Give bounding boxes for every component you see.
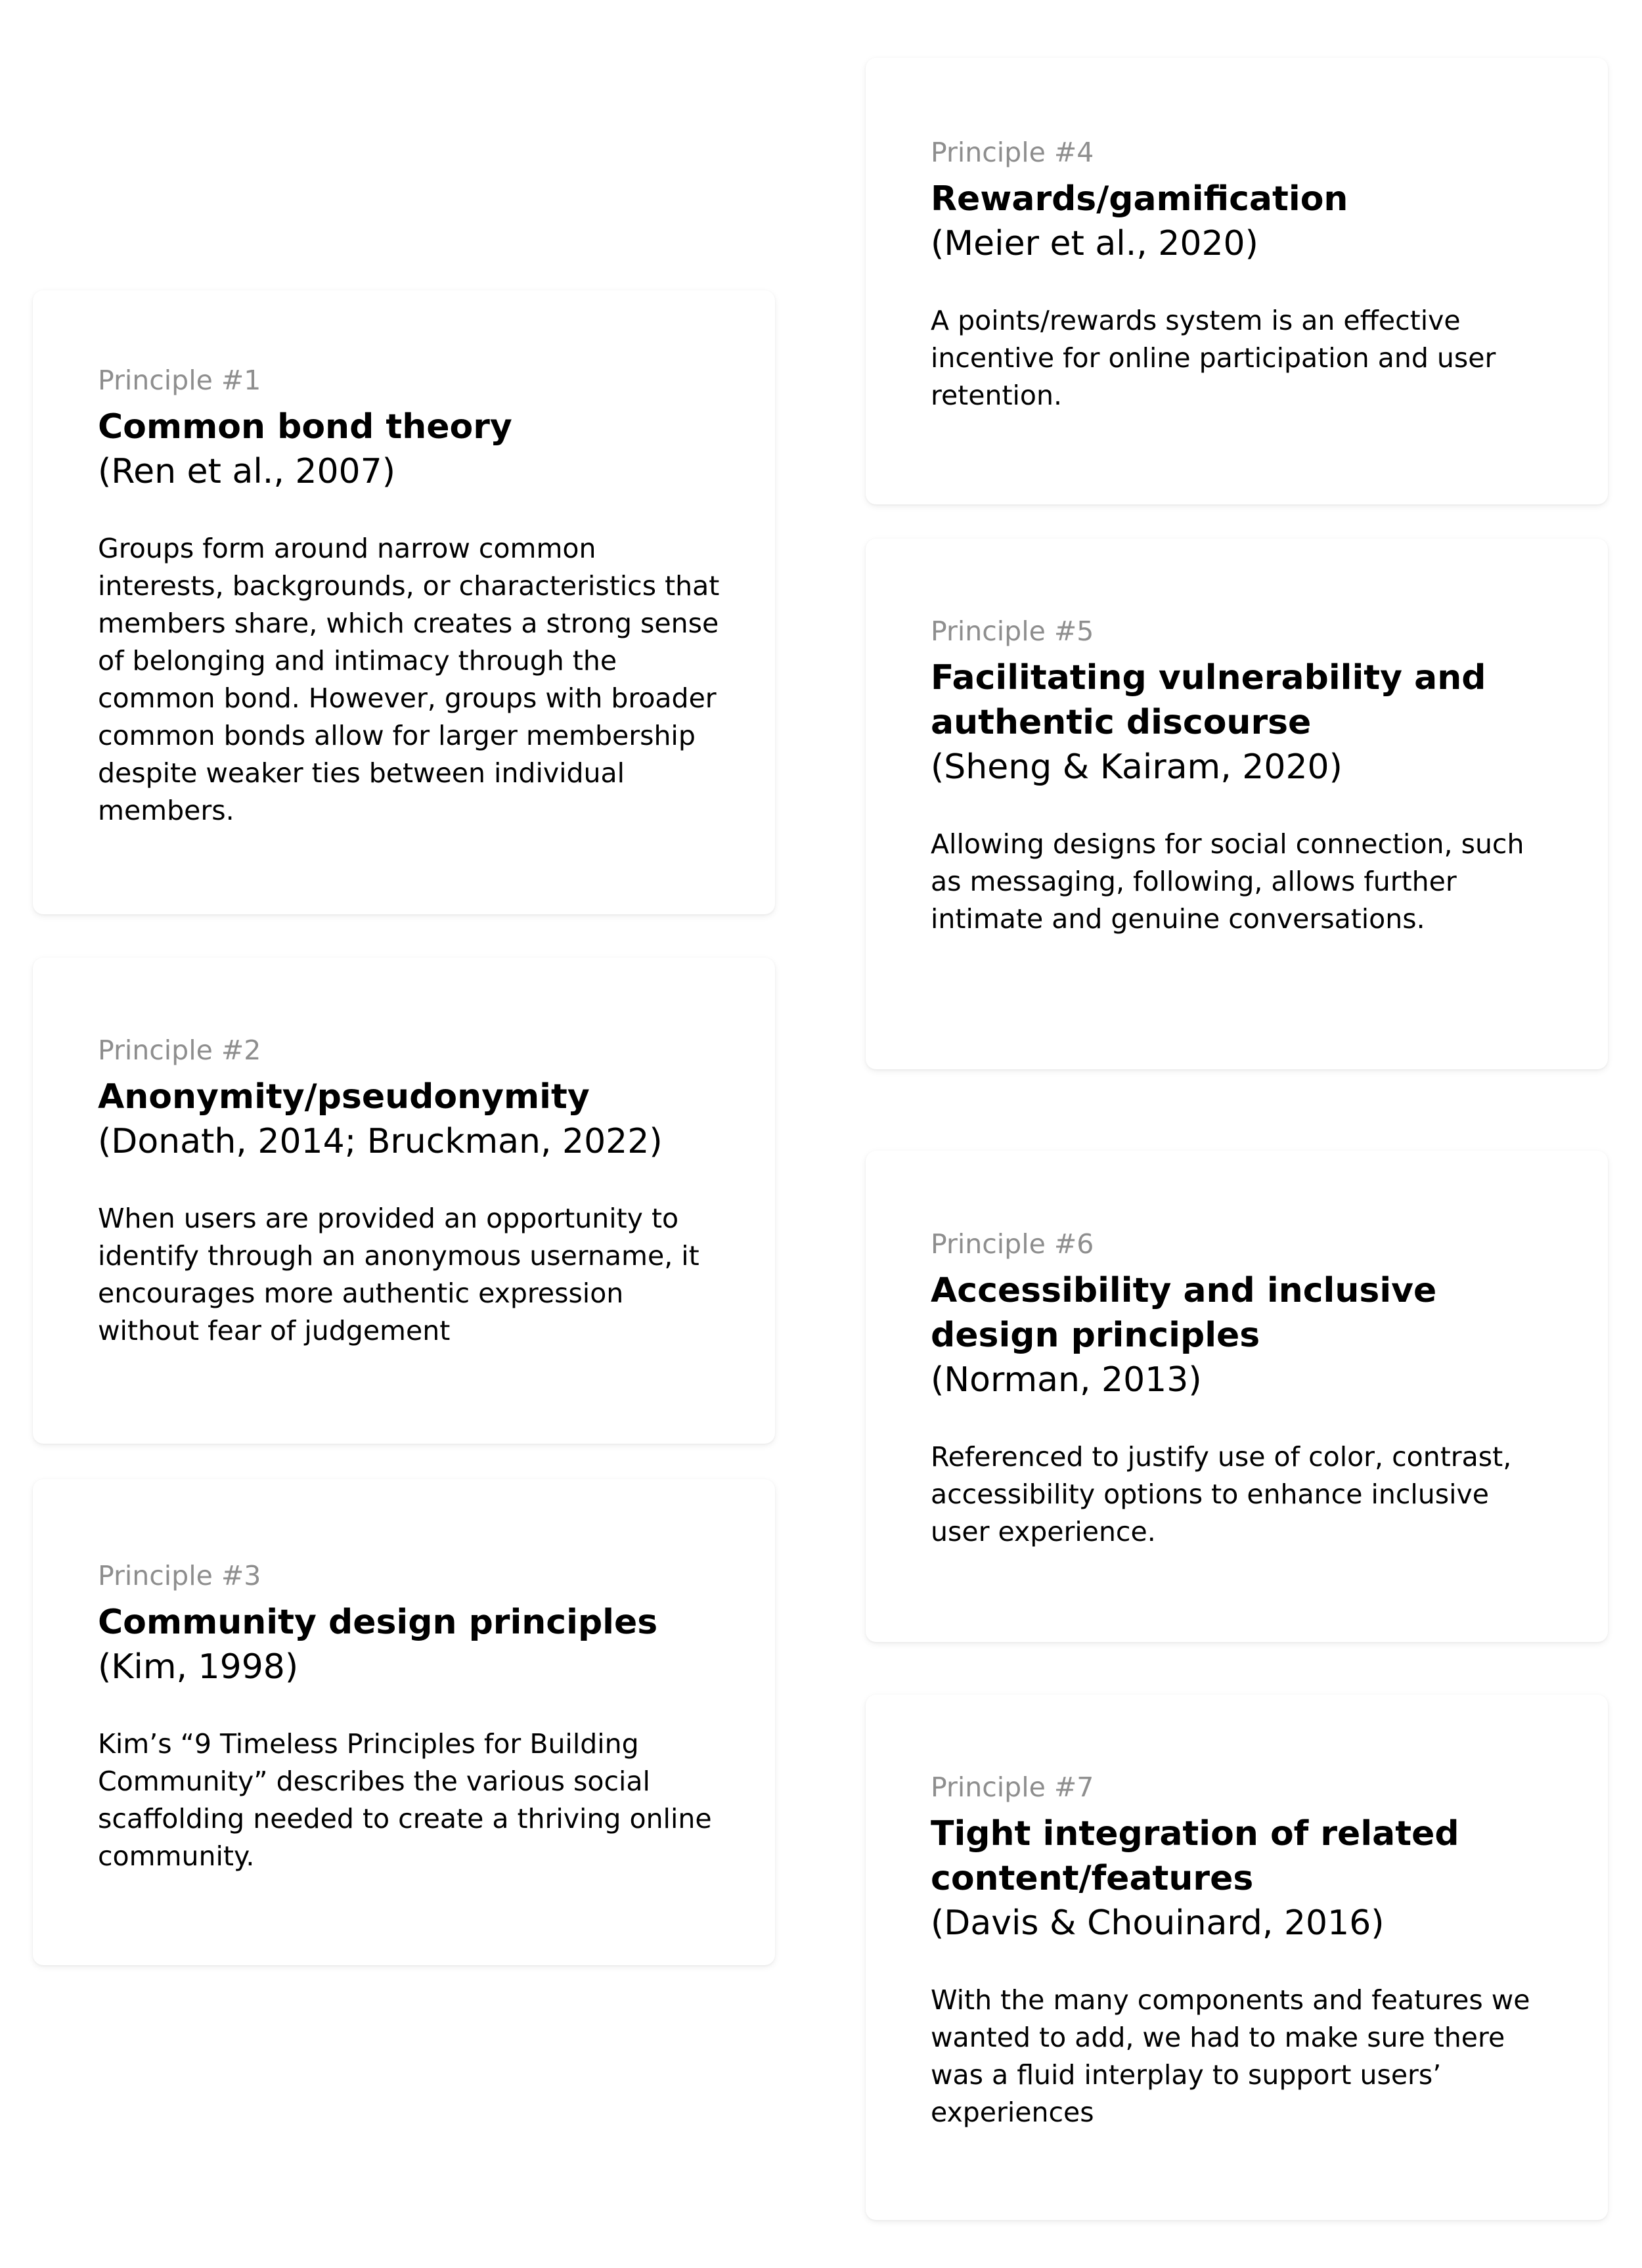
principle-card-6: [866, 1151, 1608, 1642]
principle-description: Referenced to justify use of color, contrast, accessibility options to enhance inclusive user experience.: [931, 1441, 1512, 1547]
principle-card-5: [866, 539, 1608, 1069]
principle-title: Facilitating vulnerability and authentic discourse: [931, 658, 1486, 742]
principle-citation: (Meier et al., 2020): [931, 224, 1258, 263]
principle-citation: (Sheng & Kairam, 2020): [931, 747, 1342, 787]
principle-card-2: [33, 958, 775, 1444]
principle-title: Community design principles: [98, 1603, 658, 1642]
principle-number: Principle #5: [931, 615, 1094, 647]
principle-citation: (Norman, 2013): [931, 1360, 1202, 1400]
principle-title: Common bond theory: [98, 407, 512, 447]
principle-number: Principle #2: [98, 1034, 261, 1066]
principle-title: Anonymity/pseudonymity: [98, 1077, 590, 1117]
principle-title: Tight integration of related content/features: [931, 1814, 1459, 1898]
principle-card-4: [866, 58, 1608, 504]
principle-citation: (Davis & Chouinard, 2016): [931, 1903, 1385, 1943]
principle-card-7: [866, 1695, 1608, 2220]
principle-description: Groups form around narrow common interests, backgrounds, or characteristics that members share, which creates a strong sense of belonging and intimacy through the common bond. However, groups with broader common bonds allow for larger membership despite weaker ties between individual members.: [98, 533, 720, 826]
principle-number: Principle #4: [931, 137, 1094, 168]
principle-title: Accessibility and inclusive design principles: [931, 1271, 1437, 1355]
principle-number: Principle #3: [98, 1560, 261, 1591]
principle-number: Principle #6: [931, 1228, 1094, 1260]
principle-number: Principle #1: [98, 365, 261, 396]
principle-card-3: [33, 1479, 775, 1965]
principle-description: A points/rewards system is an effective incentive for online participation and user retention.: [931, 305, 1496, 411]
principle-title: Rewards/gamification: [931, 179, 1348, 219]
principle-description: Allowing designs for social connection, such as messaging, following, allows further intimate and genuine conversations.: [931, 828, 1524, 935]
principle-card-1: [33, 290, 775, 914]
principle-citation: (Kim, 1998): [98, 1647, 299, 1687]
principle-description: With the many components and features we wanted to add, we had to make sure there was a fluid interplay to support users’ experiences: [931, 1984, 1530, 2128]
principle-citation: (Donath, 2014; Bruckman, 2022): [98, 1122, 663, 1161]
principle-number: Principle #7: [931, 1771, 1094, 1803]
principle-citation: (Ren et al., 2007): [98, 452, 395, 491]
principle-description: When users are provided an opportunity to identify through an anonymous username, it encourages more authentic expression without fear of judgement: [98, 1203, 699, 1346]
principle-description: Kim’s “9 Timeless Principles for Building Community” describes the various social scaffolding needed to create a thriving online community.: [98, 1728, 712, 1872]
